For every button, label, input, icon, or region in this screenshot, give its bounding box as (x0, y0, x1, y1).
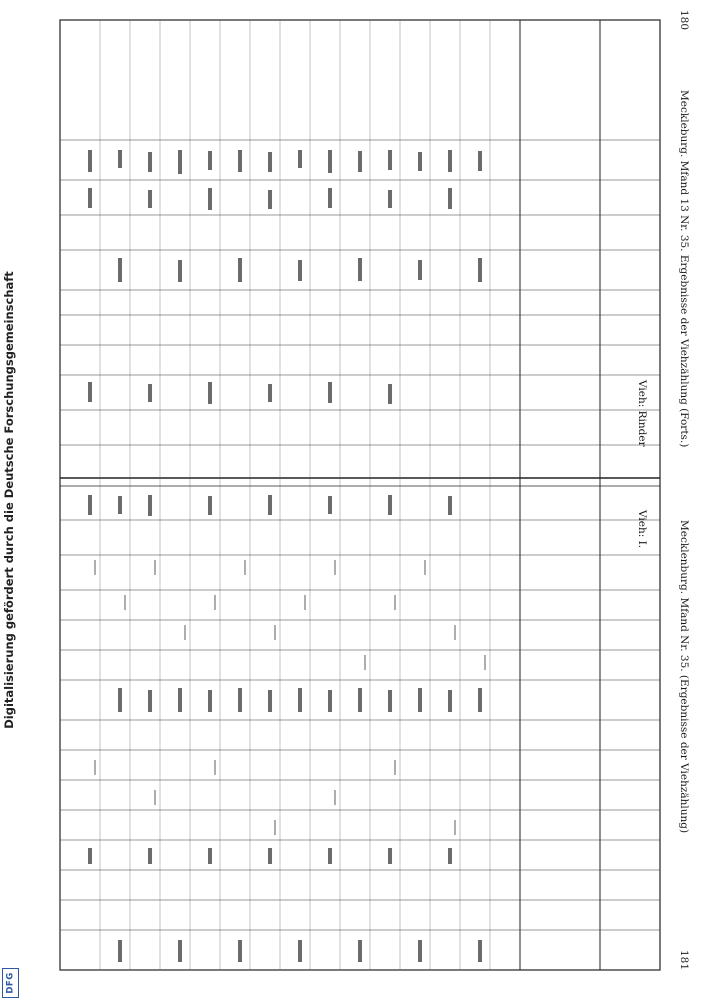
dfg-logo-text: DFG (5, 972, 16, 994)
page-number-left: 180 (678, 10, 690, 31)
page-number-right: 181 (678, 950, 690, 971)
table-title-right: Mecklenburg. Mfand Nr. 35. (Ergebnisse der Viehzählung) (678, 520, 690, 834)
table-subhead-right: Vieh: I. (636, 510, 648, 549)
dfg-logo (2, 968, 19, 998)
sponsor-text: Digitalisierung gefördert durch die Deutsche Forschungsgemeinschaft (2, 271, 16, 729)
sponsor-footer (0, 0, 18, 1000)
table-title-left: Meckleburg. Mfand 13 Nr. 35. Ergebnisse der Viehzählung (Forts.) (678, 90, 690, 448)
table-subhead-left: Vieh: Rinder (636, 380, 648, 447)
